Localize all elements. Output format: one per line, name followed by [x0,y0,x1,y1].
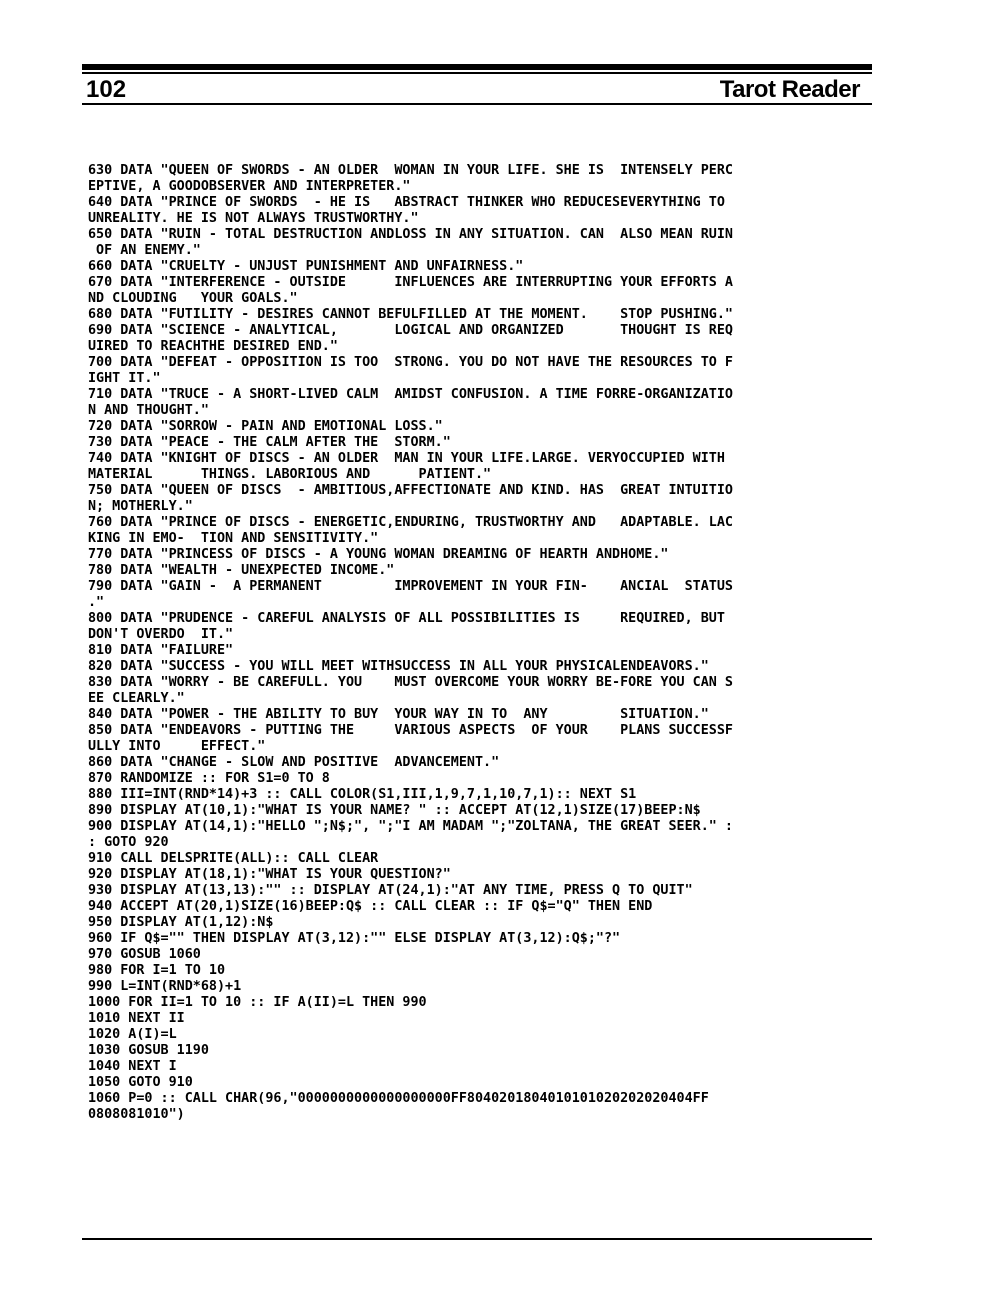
code-line: : GOTO 920 [88,835,169,850]
code-line: 1030 GOSUB 1190 [88,1043,209,1058]
code-line: 650 DATA "RUIN - TOTAL DESTRUCTION ANDLOSS IN ANY SITUATION. CAN ALSO MEAN RUIN [88,227,733,242]
code-line: 1060 P=0 :: CALL CHAR(96,"0000000000000000000FF8040201804010101020202020404FF [88,1091,709,1106]
code-line: DON'T OVERDO IT." [88,627,234,642]
code-line: 690 DATA "SCIENCE - ANALYTICAL, LOGICAL AND ORGANIZED THOUGHT IS REQ [88,323,733,338]
code-line: UIRED TO REACHTHE DESIRED END." [88,339,338,354]
code-line: 980 FOR I=1 TO 10 [88,963,226,978]
code-line: 670 DATA "INTERFERENCE - OUTSIDE INFLUENCES ARE INTERRUPTING YOUR EFFORTS A [88,275,733,290]
page-number: 102 [86,76,127,103]
code-line: 820 DATA "SUCCESS - YOU WILL MEET WITHSUCCESS IN ALL YOUR PHYSICALENDEAVORS." [88,659,709,674]
code-line: 800 DATA "PRUDENCE - CAREFUL ANALYSIS OF ALL POSSIBILITIES IS REQUIRED, BUT [88,611,725,626]
code-line: 870 RANDOMIZE :: FOR S1=0 TO 8 [88,771,330,786]
code-line: 880 III=INT(RND*14)+3 :: CALL COLOR(S1,III,1,9,7,1,10,7,1):: NEXT S1 [88,787,637,802]
header-rule-thick [82,64,872,70]
code-line: 950 DISPLAY AT(1,12):N$ [88,915,274,930]
code-line: 700 DATA "DEFEAT - OPPOSITION IS TOO STRONG. YOU DO NOT HAVE THE RESOURCES TO F [88,355,733,370]
code-line: 680 DATA "FUTILITY - DESIRES CANNOT BEFULFILLED AT THE MOMENT. STOP PUSHING." [88,307,733,322]
code-line: 710 DATA "TRUCE - A SHORT-LIVED CALM AMIDST CONFUSION. A TIME FORRE-ORGANIZATIO [88,387,733,402]
code-line: 1020 A(I)=L [88,1027,177,1042]
code-line: EE CLEARLY." [88,691,185,706]
code-line: MATERIAL THINGS. LABORIOUS AND PATIENT." [88,467,492,482]
code-line: 730 DATA "PEACE - THE CALM AFTER THE STORM." [88,435,451,450]
code-line: ND CLOUDING YOUR GOALS." [88,291,298,306]
code-line: 790 DATA "GAIN - A PERMANENT IMPROVEMENT IN YOUR FIN- ANCIAL STATUS [88,579,733,594]
code-line: 740 DATA "KNIGHT OF DISCS - AN OLDER MAN IN YOUR LIFE.LARGE. VERYOCCUPIED WITH [88,451,725,466]
code-line: 630 DATA "QUEEN OF SWORDS - AN OLDER WOMAN IN YOUR LIFE. SHE IS INTENSELY PERC [88,163,733,178]
code-line: 1010 NEXT II [88,1011,185,1026]
code-line: 750 DATA "QUEEN OF DISCS - AMBITIOUS,AFFECTIONATE AND KIND. HAS GREAT INTUITIO [88,483,733,498]
code-line: 1000 FOR II=1 TO 10 :: IF A(II)=L THEN 990 [88,995,427,1010]
code-line: 760 DATA "PRINCE OF DISCS - ENERGETIC,ENDURING, TRUSTWORTHY AND ADAPTABLE. LAC [88,515,733,530]
code-line: ." [88,595,105,610]
header-rule-thin [82,72,872,74]
running-title: Tarot Reader [719,76,860,103]
code-line: UNREALITY. HE IS NOT ALWAYS TRUSTWORTHY." [88,211,419,226]
code-line: 1050 GOTO 910 [88,1075,193,1090]
code-line: 860 DATA "CHANGE - SLOW AND POSITIVE ADVANCEMENT." [88,755,500,770]
code-line: IGHT IT." [88,371,161,386]
code-line: 900 DISPLAY AT(14,1):"HELLO ";N$;", ";"I AM MADAM ";"ZOLTANA, THE GREAT SEER." : [88,819,733,834]
code-line: 990 L=INT(RND*68)+1 [88,979,242,994]
footer-rule [82,1238,872,1240]
code-line: 720 DATA "SORROW - PAIN AND EMOTIONAL LOSS." [88,419,443,434]
code-line: OF AN ENEMY." [88,243,201,258]
code-line: 810 DATA "FAILURE" [88,643,234,658]
code-line: 920 DISPLAY AT(18,1):"WHAT IS YOUR QUESTION?" [88,867,451,882]
code-line: 780 DATA "WEALTH - UNEXPECTED INCOME." [88,563,395,578]
code-line: 930 DISPLAY AT(13,13):"" :: DISPLAY AT(24,1):"AT ANY TIME, PRESS Q TO QUIT" [88,883,693,898]
code-line: 970 GOSUB 1060 [88,947,201,962]
code-line: ULLY INTO EFFECT." [88,739,266,754]
code-line: 890 DISPLAY AT(10,1):"WHAT IS YOUR NAME? " :: ACCEPT AT(12,1)SIZE(17)BEEP:N$ [88,803,701,818]
code-line: 840 DATA "POWER - THE ABILITY TO BUY YOUR WAY IN TO ANY SITUATION." [88,707,709,722]
code-line: 940 ACCEPT AT(20,1)SIZE(16)BEEP:Q$ :: CALL CLEAR :: IF Q$="Q" THEN END [88,899,653,914]
program-listing [88,163,868,1123]
code-line: 960 IF Q$="" THEN DISPLAY AT(3,12):"" ELSE DISPLAY AT(3,12):Q$;"?" [88,931,621,946]
code-line: 640 DATA "PRINCE OF SWORDS - HE IS ABSTRACT THINKER WHO REDUCESEVERYTHING TO [88,195,725,210]
code-line: 770 DATA "PRINCESS OF DISCS - A YOUNG WOMAN DREAMING OF HEARTH ANDHOME." [88,547,669,562]
code-line: 910 CALL DELSPRITE(ALL):: CALL CLEAR [88,851,379,866]
code-line: N AND THOUGHT." [88,403,209,418]
code-line: 660 DATA "CRUELTY - UNJUST PUNISHMENT AND UNFAIRNESS." [88,259,524,274]
code-line: 830 DATA "WORRY - BE CAREFULL. YOU MUST OVERCOME YOUR WORRY BE-FORE YOU CAN S [88,675,733,690]
code-line: 1040 NEXT I [88,1059,177,1074]
code-line: N; MOTHERLY." [88,499,193,514]
code-line: 850 DATA "ENDEAVORS - PUTTING THE VARIOUS ASPECTS OF YOUR PLANS SUCCESSF [88,723,733,738]
code-line: KING IN EMO- TION AND SENSITIVITY." [88,531,379,546]
header-underline [82,103,872,105]
code-line: 0808081010") [88,1107,185,1122]
code-line: EPTIVE, A GOODOBSERVER AND INTERPRETER." [88,179,411,194]
